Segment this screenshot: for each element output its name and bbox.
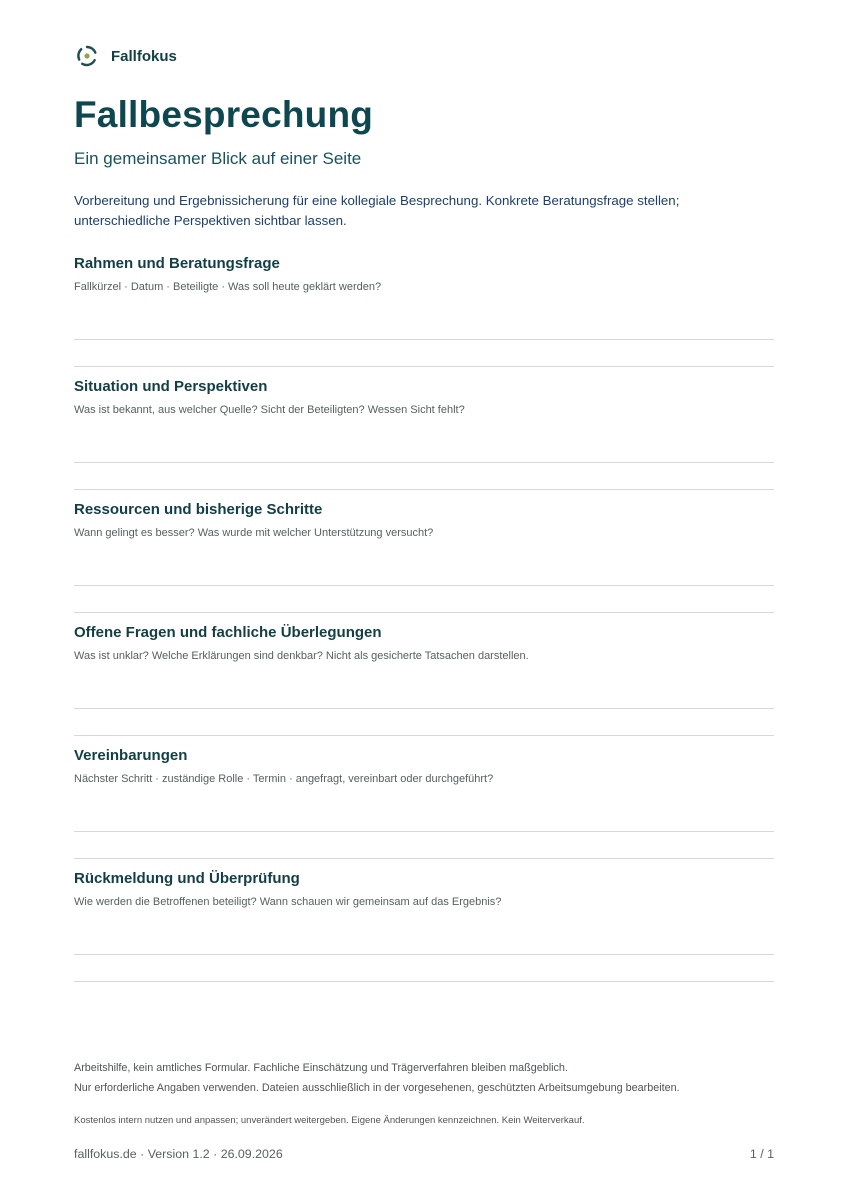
- writing-line[interactable]: [74, 366, 774, 367]
- intro-line: unterschiedliche Perspektiven sichtbar lassen.: [74, 213, 347, 228]
- page-title: Fallbesprechung: [74, 94, 374, 135]
- section-title: Rückmeldung und Überprüfung: [74, 870, 300, 887]
- intro-text: [74, 191, 764, 231]
- section-title: Rahmen und Beratungsfrage: [74, 255, 280, 272]
- footer-license: Kostenlos intern nutzen und anpassen; unverändert weitergeben. Eigene Änderungen kennzeichnen. Kein Weiterverkauf.: [74, 1115, 585, 1126]
- section-title: Vereinbarungen: [74, 747, 188, 764]
- writing-line[interactable]: [74, 954, 774, 955]
- writing-line[interactable]: [74, 489, 774, 490]
- footer-disclaimer: Arbeitshilfe, kein amtliches Formular. Fachliche Einschätzung und Trägerverfahren bleiben maßgeblich.: [74, 1062, 568, 1074]
- writing-line[interactable]: [74, 858, 774, 859]
- section-hint: Wann gelingt es besser? Was wurde mit welcher Unterstützung versucht?: [74, 527, 434, 539]
- section-title: Offene Fragen und fachliche Überlegungen: [74, 624, 382, 641]
- writing-line[interactable]: [74, 708, 774, 709]
- writing-line[interactable]: [74, 612, 774, 613]
- section-title: Ressourcen und bisherige Schritte: [74, 501, 323, 518]
- footer-meta: fallfokus.de · Version 1.2 · 26.09.2026: [74, 1147, 283, 1161]
- document-page: [74, 0, 774, 1200]
- writing-line[interactable]: [74, 462, 774, 463]
- writing-line[interactable]: [74, 585, 774, 586]
- section-hint: Fallkürzel · Datum · Beteiligte · Was soll heute geklärt werden?: [74, 281, 382, 293]
- brand: [74, 44, 177, 68]
- writing-line[interactable]: [74, 339, 774, 340]
- section-hint: Wie werden die Betroffenen beteiligt? Wann schauen wir gemeinsam auf das Ergebnis?: [74, 896, 502, 908]
- section-hint: Was ist unklar? Welche Erklärungen sind denkbar? Nicht als gesicherte Tatsachen darstellen.: [74, 650, 529, 662]
- brand-name: Fallfokus: [111, 47, 177, 65]
- intro-line: Vorbereitung und Ergebnissicherung für eine kollegiale Besprechung. Konkrete Beratungsfrage stellen;: [74, 193, 680, 208]
- section-hint: Was ist bekannt, aus welcher Quelle? Sicht der Beteiligten? Wessen Sicht fehlt?: [74, 404, 465, 416]
- fallfokus-logo-icon: [74, 45, 98, 67]
- page-subtitle: Ein gemeinsamer Blick auf einer Seite: [74, 149, 362, 168]
- writing-line[interactable]: [74, 735, 774, 736]
- footer-bar: [74, 1146, 774, 1162]
- section-hint: Nächster Schritt · zuständige Rolle · Termin · angefragt, vereinbart oder durchgeführt?: [74, 773, 494, 785]
- writing-line[interactable]: [74, 981, 774, 982]
- writing-line[interactable]: [74, 831, 774, 832]
- page-number: 1 / 1: [749, 1147, 774, 1161]
- section-title: Situation und Perspektiven: [74, 378, 268, 395]
- footer-privacy-note: Nur erforderliche Angaben verwenden. Dateien ausschließlich in der vorgesehenen, geschützten Arbeitsumgebung bearbeiten.: [74, 1082, 680, 1094]
